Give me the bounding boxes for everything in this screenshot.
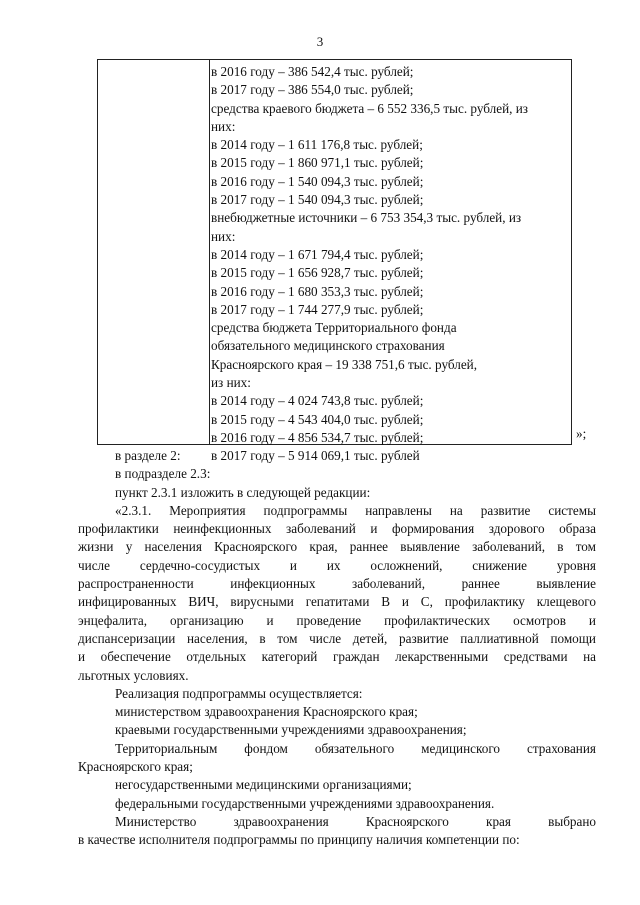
paragraph-line: распространенности инфекционных заболеваний, раннее выявление	[78, 576, 596, 592]
paragraph-line: энцефалита, организацию и проведение профилактических осмотров и	[78, 612, 596, 628]
list-item: министерством здравоохранения Красноярского края;	[115, 704, 418, 720]
section-reference: в разделе 2:	[115, 448, 181, 463]
funding-line: в 2017 году – 386 554,0 тыс. рублей;	[211, 82, 414, 98]
list-item: негосударственными медицинскими организациями;	[115, 777, 412, 793]
paragraph-line: диспансеризации населения, в том числе детей, развитие паллиативной помощи	[78, 630, 596, 646]
funding-line: внебюджетные источники – 6 753 354,3 тыс. рублей, из	[211, 210, 522, 226]
paragraph-line: Реализация подпрограммы осуществляется:	[115, 685, 363, 701]
funding-line: в 2014 году – 4 024 743,8 тыс. рублей;	[211, 393, 424, 409]
paragraph-line: льготных условиях.	[78, 667, 189, 683]
funding-table-label-cell	[98, 60, 210, 444]
funding-line: в 2016 году – 1 540 094,3 тыс. рублей;	[211, 173, 424, 189]
funding-line: в 2016 году – 1 680 353,3 тыс. рублей;	[211, 283, 424, 299]
funding-line: в 2017 году – 5 914 069,1 тыс. рублей	[211, 448, 420, 464]
funding-line: них:	[211, 118, 236, 134]
page-number: 3	[316, 34, 324, 49]
funding-line: в 2015 году – 4 543 404,0 тыс. рублей;	[211, 411, 424, 427]
funding-line: средства бюджета Территориального фонда	[211, 320, 457, 336]
list-item: Территориальным фондом обязательного медицинского страхования	[115, 740, 596, 756]
paragraph-line: жизни у населения Красноярского края, раннее выявление заболеваний, в том	[78, 539, 596, 555]
paragraph-line: в качестве исполнителя подпрограммы по принципу наличия компетенции по:	[78, 832, 520, 848]
paragraph-line: и обеспечение отдельных категорий граждан лекарственными средствами на	[78, 649, 596, 665]
funding-table-value-cell	[211, 63, 571, 466]
paragraph-line: «2.3.1. Мероприятия подпрограммы направлены на развитие системы	[115, 502, 596, 518]
list-item: краевыми государственными учреждениями здравоохранения;	[115, 722, 467, 738]
paragraph-line: инфицированных ВИЧ, вирусными гепатитами В и С, профилактику клещевого	[78, 594, 596, 610]
list-item: федеральными государственными учреждениями здравоохранения.	[115, 795, 495, 811]
list-item: Красноярского края;	[78, 759, 193, 775]
paragraph-line: Министерство здравоохранения Красноярского края выбрано	[115, 813, 596, 829]
funding-line: обязательного медицинского страхования	[211, 338, 445, 354]
funding-line: из них:	[211, 375, 251, 391]
funding-line: в 2014 году – 1 611 176,8 тыс. рублей;	[211, 137, 423, 153]
clause-instruction: пункт 2.3.1 изложить в следующей редакции:	[115, 484, 371, 500]
funding-line: Красноярского края – 19 338 751,6 тыс. рублей,	[211, 356, 478, 372]
body-text	[78, 447, 596, 850]
funding-line: в 2016 году – 4 856 534,7 тыс. рублей;	[211, 429, 424, 445]
funding-line: в 2015 году – 1 860 971,1 тыс. рублей;	[211, 155, 424, 171]
funding-line: них:	[211, 228, 236, 244]
funding-line: в 2016 году – 386 542,4 тыс. рублей;	[211, 64, 414, 79]
paragraph-line: профилактики неинфекционных заболеваний и формирования здорового образа	[78, 521, 596, 537]
funding-line: в 2015 году – 1 656 928,7 тыс. рублей;	[211, 265, 424, 281]
funding-line: средства краевого бюджета – 6 552 336,5 тыс. рублей, из	[211, 100, 529, 116]
funding-line: в 2017 году – 1 540 094,3 тыс. рублей;	[211, 192, 424, 208]
funding-line: в 2014 году – 1 671 794,4 тыс. рублей;	[211, 246, 424, 262]
closing-quote-mark: »;	[576, 426, 587, 441]
funding-line: в 2017 году – 1 744 277,9 тыс. рублей;	[211, 301, 424, 317]
subsection-reference: в подразделе 2.3:	[115, 466, 211, 482]
paragraph-line: числе сердечно-сосудистых и их осложнений, снижение уровня	[78, 557, 596, 573]
